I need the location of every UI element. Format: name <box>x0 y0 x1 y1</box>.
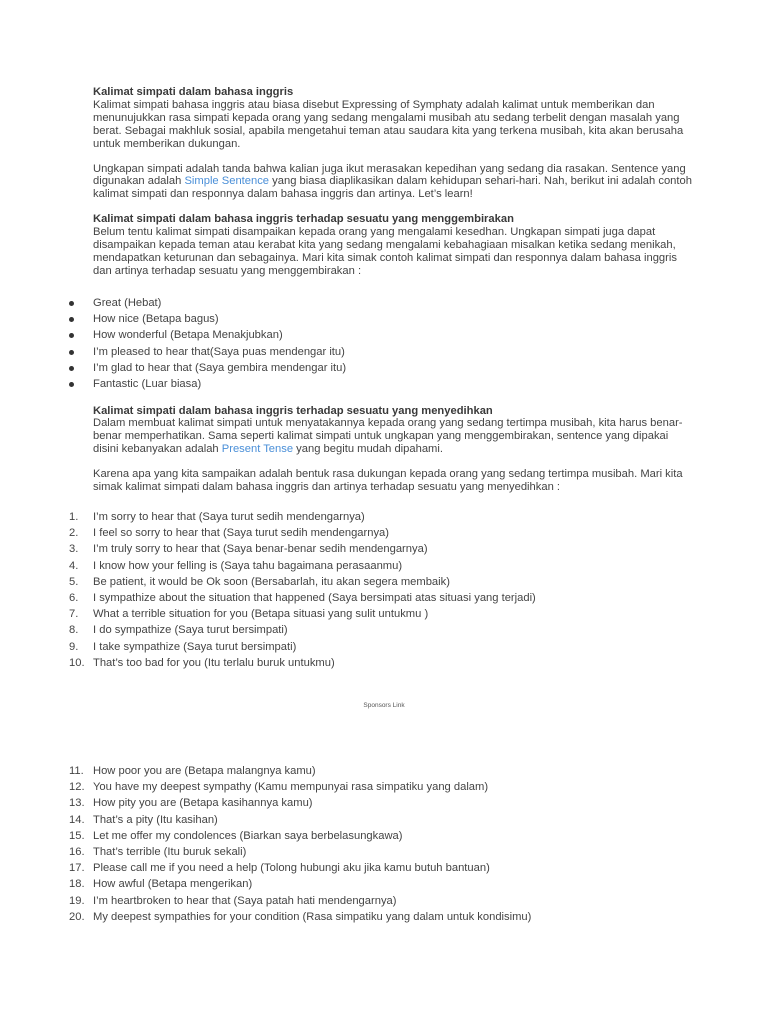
list-item-text: I’m glad to hear that (Saya gembira mendengar itu) <box>93 361 347 374</box>
list-number: 2. <box>69 527 79 540</box>
list-number: 14. <box>69 813 85 826</box>
list-number: 19. <box>69 894 85 907</box>
list-number: 13. <box>69 797 85 810</box>
text-span: yang biasa diaplikasikan dalam kehidupan sehari-hari. Nah, berikut ini adalah contoh kalimat simpati dan responnya dalam bahasa inggris dan artinya. Let’s learn! <box>93 175 692 201</box>
list-number: 4. <box>69 559 79 572</box>
list-item-text: I do sympathize (Saya turut bersimpati) <box>93 624 288 637</box>
list-item <box>0 295 690 311</box>
list-item-text: I know how your felling is (Saya tahu bagaimana perasaanmu) <box>93 559 403 572</box>
sponsors-link[interactable]: Sponsors Link <box>363 702 405 709</box>
list-item-text: How pity you are (Betapa kasihannya kamu) <box>93 797 313 810</box>
text-span: Ungkapan simpati adalah tanda bahwa kalian juga ikut merasakan kepedihan yang sedang dia rasakan. Sentence yang digunakan adalah <box>93 162 686 188</box>
section-title-sad: Kalimat simpati dalam bahasa inggris terhadap sesuatu yang menyedihkan <box>93 404 493 417</box>
present-tense-link[interactable]: Present Tense <box>221 443 294 456</box>
list-item-text: I feel so sorry to hear that (Saya turut sedih mendengarnya) <box>93 527 390 540</box>
list-item <box>0 574 690 590</box>
list-item <box>0 558 690 574</box>
list-item <box>0 876 690 892</box>
list-item <box>0 541 690 557</box>
bullet-icon <box>69 350 74 355</box>
section-title-happy: Kalimat simpati dalam bahasa inggris terhadap sesuatu yang menggembirakan <box>93 213 514 226</box>
list-item <box>0 311 690 327</box>
list-item <box>0 360 690 376</box>
list-item-text: Fantastic (Luar biasa) <box>93 378 202 391</box>
list-item <box>0 893 690 909</box>
list-number: 9. <box>69 640 79 653</box>
article-body-continued <box>69 763 693 925</box>
sad-expressions-list-continued <box>0 763 690 925</box>
list-item <box>0 509 690 525</box>
list-item-text: That’s too bad for you (Itu terlalu buruk untukmu) <box>93 656 335 669</box>
list-item <box>0 860 690 876</box>
bullet-icon <box>69 301 74 306</box>
list-item <box>0 344 690 360</box>
article-body <box>69 86 693 671</box>
list-item-text: How awful (Betapa mengerikan) <box>93 878 253 891</box>
list-item <box>0 622 690 638</box>
list-item <box>0 828 690 844</box>
bullet-icon <box>69 366 74 371</box>
list-item-text: Great (Hebat) <box>93 296 162 309</box>
list-item <box>0 376 690 392</box>
list-item <box>0 763 690 779</box>
list-number: 17. <box>69 862 85 875</box>
list-item-text: That’s a pity (Itu kasihan) <box>93 813 218 826</box>
list-number: 6. <box>69 591 79 604</box>
list-number: 15. <box>69 829 85 842</box>
section-title-intro: Kalimat simpati dalam bahasa inggris <box>93 86 294 98</box>
list-number: 18. <box>69 878 85 891</box>
list-number: 5. <box>69 575 79 588</box>
list-item-text: I’m heartbroken to hear that (Saya patah hati mendengarnya) <box>93 894 397 907</box>
list-item-text: You have my deepest sympathy (Kamu mempunyai rasa simpatiku yang dalam) <box>93 781 489 794</box>
list-item <box>0 844 690 860</box>
simple-sentence-link[interactable]: Simple Sentence <box>184 175 270 188</box>
list-item-text: I’m sorry to hear that (Saya turut sedih mendengarnya) <box>93 511 365 523</box>
sad-paragraph-2: Karena apa yang kita sampaikan adalah bentuk rasa dukungan kepada orang yang sedang tertimpa musibah. Mari kita simak kalimat simpati dalam bahasa inggris dan artinya terhadap sesuatu yang menyedihkan : <box>93 468 683 494</box>
list-item-text: How poor you are (Betapa malangnya kamu) <box>93 765 316 777</box>
sad-expressions-list <box>0 509 690 671</box>
list-item-text: Be patient, it would be Ok soon (Bersabarlah, itu akan segera membaik) <box>93 575 450 588</box>
list-number: 1. <box>69 511 79 523</box>
list-number: 12. <box>69 781 85 794</box>
list-item <box>0 812 690 828</box>
list-item <box>0 655 690 671</box>
list-item-text: I’m pleased to hear that(Saya puas mendengar itu) <box>93 345 345 358</box>
list-number: 10. <box>69 656 85 669</box>
list-item <box>0 606 690 622</box>
list-item <box>0 327 690 343</box>
list-item <box>0 525 690 541</box>
list-item-text: That’s terrible (Itu buruk sekali) <box>93 845 247 858</box>
bullet-icon <box>69 317 74 322</box>
list-number: 3. <box>69 543 79 556</box>
text-span: yang begitu mudah dipahami. <box>293 443 443 456</box>
list-number: 11. <box>69 765 84 777</box>
list-item-text: How wonderful (Betapa Menakjubkan) <box>93 329 283 342</box>
list-number: 7. <box>69 608 79 621</box>
list-item-text: Let me offer my condolences (Biarkan saya berbelasungkawa) <box>93 829 403 842</box>
sentence-paragraph <box>93 163 693 202</box>
list-item-text: How nice (Betapa bagus) <box>93 313 219 326</box>
list-number: 8. <box>69 624 79 637</box>
list-item-text: What a terrible situation for you (Betapa situasi yang sulit untukmu ) <box>93 608 429 621</box>
list-item <box>0 590 690 606</box>
list-item <box>0 639 690 655</box>
happy-paragraph: Belum tentu kalimat simpati disampaikan kepada orang yang mengalami kesedhan. Ungkapan simpati juga dapat disampaikan kepada teman atau kerabat kita yang sedang mengalami kebahagiaan misalkan ketika sedang menikah, mendapatkan keturunan dan sebagainya. Mari kita simak contoh kalimat simpati dan responnya dalam bahasa inggris dan artinya terhadap sesuatu yang menggembirakan : <box>93 226 677 277</box>
list-number: 16. <box>69 845 85 858</box>
list-item-text: Please call me if you need a help (Tolong hubungi aku jika kamu butuh bantuan) <box>93 862 490 875</box>
list-number: 20. <box>69 910 85 923</box>
list-item <box>0 795 690 811</box>
list-item <box>0 779 690 795</box>
bullet-icon <box>69 382 74 387</box>
list-item-text: I’m truly sorry to hear that (Saya benar-benar sedih mendengarnya) <box>93 543 428 556</box>
text-span: Dalam membuat kalimat simpati untuk menyatakannya kepada orang yang sedang tertimpa musibah, kita harus benar-benar memperhatikan. Sama seperti kalimat simpati untuk ungkapan yang menggembirakan, sentence yang dipakai disini kebanyakan adalah <box>93 417 683 456</box>
happy-expressions-list <box>0 295 690 393</box>
list-item-text: I sympathize about the situation that happened (Saya bersimpati atas situasi yang terjadi) <box>93 591 536 604</box>
list-item-text: I take sympathize (Saya turut bersimpati) <box>93 640 297 653</box>
list-item-text: My deepest sympathies for your condition (Rasa simpatiku yang dalam untuk kondisimu) <box>93 910 532 923</box>
bullet-icon <box>69 333 74 338</box>
intro-paragraph: Kalimat simpati bahasa inggris atau biasa disebut Expressing of Symphaty adalah kalimat untuk memberikan dan menunujukkan rasa simpati kepada orang yang sedang mengalami musibah atu sedang terbelit dengan masalah yang berat. Sebagai makhluk sosial, apabila mengetahui teman atau saudara kita yang terkena musibah, kita akan berusaha untuk memberikan dukungan. <box>93 98 684 150</box>
sad-paragraph-1 <box>93 417 693 456</box>
list-item <box>0 909 690 925</box>
